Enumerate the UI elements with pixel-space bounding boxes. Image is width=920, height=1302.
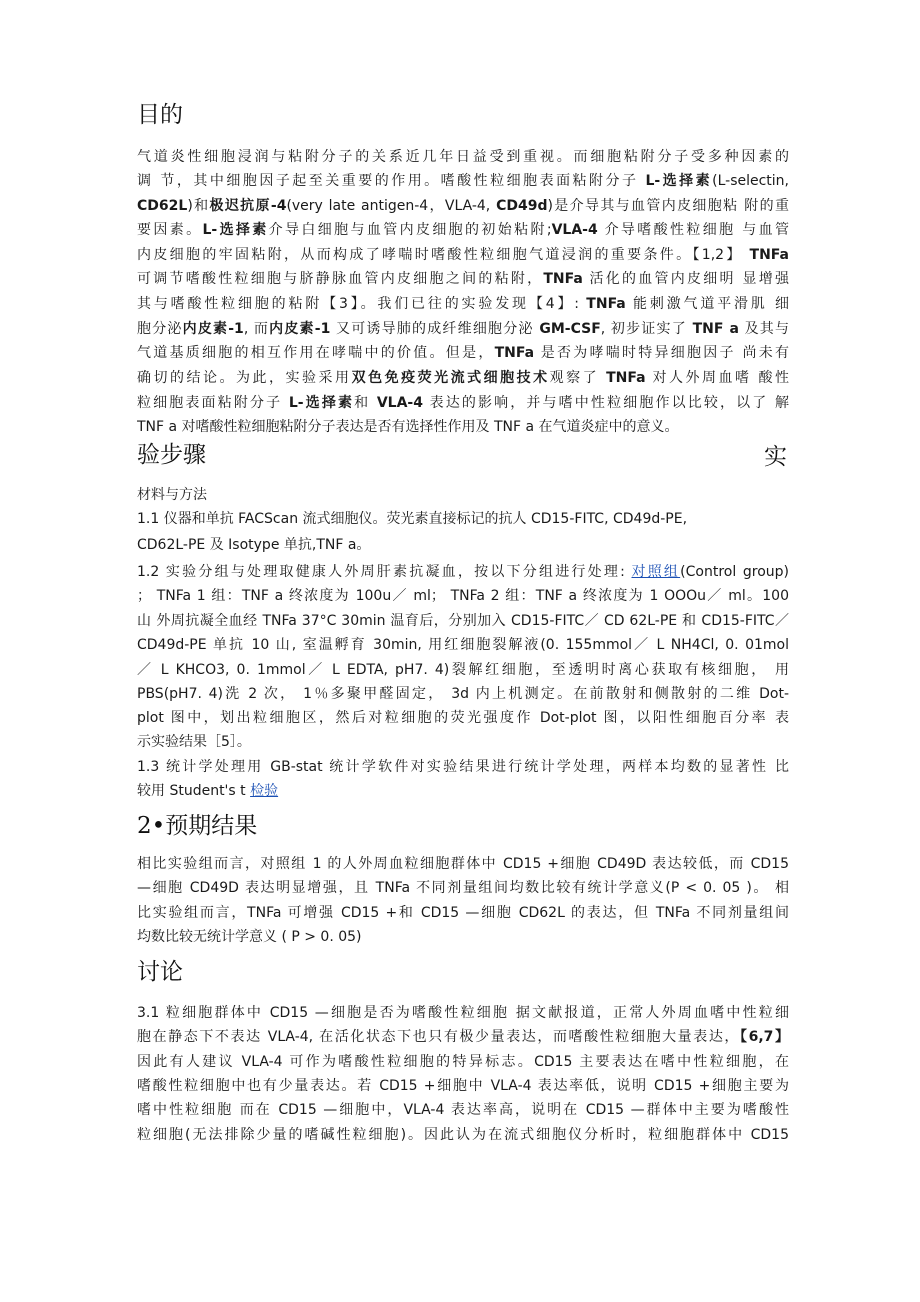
discussion-line: 嗜中性粒细胞 而在 CD15 —细胞中，VLA-4 表达率高，说明在 CD15 —群体中主要为嗜酸性 <box>137 1102 789 1118</box>
methods-line: PBS(pH7. 4)洗 2 次， 1％多聚甲醛固定， 3d 内上机测定。在前散射和侧散射的二维 Dot- <box>137 686 789 702</box>
purpose-line: 内皮细胞的牢固粘附，从而构成了哮喘时嗜酸性粒细胞气道浸润的重要条件。【1,2】 TNFa <box>137 247 789 263</box>
discussion-line: 因此有人建议 VLA-4 可作为嗜酸性粒细胞的特异标志。CD15 主要表达在嗜中性粒细胞，在 <box>137 1054 789 1070</box>
purpose-line: 可调节嗜酸性粒细胞与脐静脉血管内皮细胞之间的粘附，TNFa 活化的血管内皮细明 显增强 <box>137 271 789 287</box>
materials-subheading: 材料与方法 <box>137 487 207 503</box>
methods-line: CD62L-PE 及 Isotype 单抗,TNF a。 <box>137 537 371 553</box>
methods-line: 山 外周抗凝全血经 TNFa 37°C 30min 温育后，分别加入 CD15-FITC／ CD 62L-PE 和 CD15-FITC／ <box>137 613 789 629</box>
purpose-line: 气道炎性细胞浸润与粘附分子的关系近几年日益受到重视。而细胞粘附分子受多种因素的 <box>137 149 789 165</box>
steps-heading-part2: 验步骤 <box>137 442 206 468</box>
methods-line: plot 图中，划出粒细胞区，然后对粒细胞的荧光强度作 Dot-plot 图，以阳性细胞百分率 表 <box>137 710 789 726</box>
methods-line: 1.1 仪器和单抗 FACScan 流式细胞仪。荧光素直接标记的抗人 CD15-FITC, CD49d-PE, <box>137 511 688 527</box>
methods-line: 1.2 实验分组与处理取健康人外周肝素抗凝血，按以下分组进行处理: 对照组(Control group) <box>137 564 789 580</box>
purpose-line: 气道基质细胞的相互作用在哮喘中的价值。但是，TNFa 是否为哮喘时特异细胞因子 尚未有 <box>137 345 789 361</box>
methods-line: 较用 Student's t 检验 <box>137 783 279 799</box>
purpose-line: 要因素。L-选择素介导白细胞与血管内皮细胞的初始粘附;VLA-4 介导嗜酸性粒细胞 与血管 <box>137 222 789 238</box>
purpose-line: 粒细胞表面粘附分子 L-选择素和 VLA-4 表达的影响，并与嗜中性粒细胞作以比较，以了 解 <box>137 395 789 411</box>
purpose-line: CD62L)和极迟抗原-4(very late antigen-4，VLA-4, CD49d)是介导其与血管内皮细胞粘 附的重 <box>137 198 789 214</box>
discussion-line: 嗜酸性粒细胞中也有少量表达。若 CD15 +细胞中 VLA-4 表达率低，说明 CD15 +细胞主要为 <box>137 1078 789 1094</box>
discussion-line: 3.1 粒细胞群体中 CD15 —细胞是否为嗜酸性粒细胞 据文献报道，正常人外周血嗜中性粒细 <box>137 1005 789 1021</box>
purpose-line: 其与嗜酸性粒细胞的粘附【3】。我们已往的实验发现【4】: TNFa 能刺激气道平滑肌 细 <box>137 296 789 312</box>
purpose-line: 胞分泌内皮素-1, 而内皮素-1 又可诱导肺的成纤维细胞分泌 GM-CSF, 初步证实了 TNF a 及其与 <box>137 321 789 337</box>
methods-line: 1.3 统计学处理用 GB-stat 统计学软件对实验结果进行统计学处理，两样本均数的显著性 比 <box>137 759 789 775</box>
purpose-line: TNF a 对嗜酸性粒细胞粘附分子表达是否有选择性作用及 TNF a 在气道炎症中的意义。 <box>137 419 679 435</box>
control-group-link[interactable]: 对照组 <box>631 564 681 580</box>
steps-heading-part1: 实 <box>764 444 787 470</box>
results-heading: 2•预期结果 <box>137 813 258 839</box>
purpose-line: 确切的结论。为此，实验采用双色免疫荧光流式细胞技术观察了 TNFa 对人外周血嗜 酸性 <box>137 370 789 386</box>
discussion-line: 胞在静态下不表达 VLA-4, 在活化状态下也只有极少量表达，而嗜酸性粒细胞大量表达，【6,7】 <box>137 1029 789 1045</box>
discussion-heading: 讨论 <box>137 959 183 985</box>
results-line: 均数比较无统计学意义 ( P > 0. 05) <box>137 929 362 945</box>
methods-line: CD49d-PE 单抗 10 山, 室温孵育 30min, 用红细胞裂解液(0. 155mmol／ L NH4Cl, 0. 01mol <box>137 637 789 653</box>
results-line: —细胞 CD49D 表达明显增强，且 TNFa 不同剂量组间均数比较有统计学意义(P < 0. 05 )。 相 <box>137 880 789 896</box>
purpose-line: 调 节，其中细胞因子起至关重要的作用。嗜酸性粒细胞表面粘附分子 L-选择素(L-selectin, <box>137 173 789 189</box>
methods-line: 示实验结果［5］。 <box>137 734 251 750</box>
results-line: 比实验组而言，TNFa 可增强 CD15 +和 CD15 —细胞 CD62L 的表达，但 TNFa 不同剂量组间 <box>137 905 789 921</box>
results-line: 相比实验组而言，对照组 1 的人外周血粒细胞群体中 CD15 +细胞 CD49D 表达较低，而 CD15 <box>137 856 789 872</box>
methods-line: ； TNFa 1 组：TNF a 终浓度为 100u／ ml； TNFa 2 组：TNF a 终浓度为 1 OOOu／ ml。100 <box>137 588 789 604</box>
discussion-line: 粒细胞(无法排除少量的嗜碱性粒细胞)。因此认为在流式细胞仪分析时，粒细胞群体中 CD15 <box>137 1127 789 1143</box>
purpose-heading: 目的 <box>137 102 183 128</box>
t-test-link[interactable]: 检验 <box>250 783 279 799</box>
methods-line: ／ L KHCO3, 0. 1mmol／ L EDTA, pH7. 4)裂解红细胞，至透明时离心获取有核细胞， 用 <box>137 662 789 678</box>
